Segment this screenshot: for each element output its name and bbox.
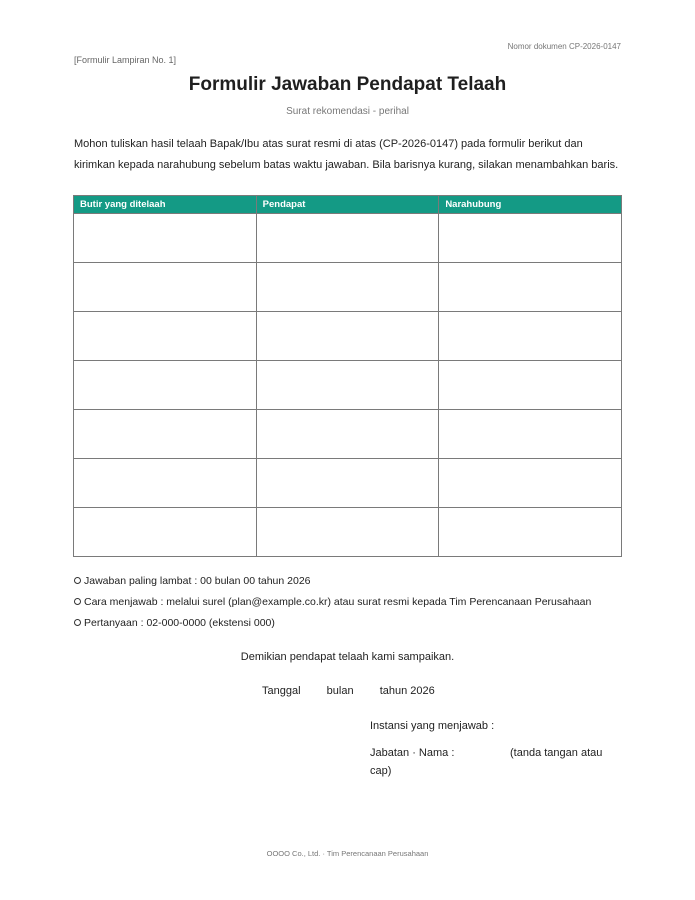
table-cell[interactable] [439,361,622,410]
date-month-label: bulan [326,685,354,697]
table-cell[interactable] [74,312,257,361]
position-name-label: Jabatan · Nama : [370,747,455,759]
column-header-contact: Narahubung [439,196,622,214]
closing-statement: Demikian pendapat telaah kami sampaikan. [240,651,455,663]
table-cell[interactable] [74,459,257,508]
table-cell[interactable] [256,459,439,508]
note-text: Cara menjawab : melalui surel (plan@example.co.kr) atau surat resmi kepada Tim Perencanaan Perusahaan [84,596,592,608]
table-cell[interactable] [74,508,257,557]
note-method [74,592,591,613]
table-cell[interactable] [256,508,439,557]
table-cell[interactable] [439,263,622,312]
note-deadline [74,571,591,592]
table-cell[interactable] [439,459,622,508]
circle-bullet-icon [74,577,81,584]
signature-note-cont: cap) [370,765,392,777]
attachment-label: [Formulir Lampiran No. 1] [74,55,177,65]
column-header-item: Butir yang ditelaah [74,196,257,214]
table-row [74,361,622,410]
table-cell[interactable] [74,361,257,410]
table-cell[interactable] [439,312,622,361]
table-header-row [74,196,622,214]
table-row [74,459,622,508]
signature-note: (tanda tangan atau [510,747,603,759]
review-table [73,195,622,557]
institution-label: Instansi yang menjawab : [370,720,495,732]
table-cell[interactable] [439,410,622,459]
page-subtitle: Surat rekomendasi - perihal [286,106,409,117]
date-year-label: tahun 2026 [379,685,435,697]
table-cell[interactable] [74,214,257,263]
table-row [74,214,622,263]
note-text: Jawaban paling lambat : 00 bulan 00 tahun 2026 [84,575,311,587]
table-cell[interactable] [256,361,439,410]
table-cell[interactable] [74,410,257,459]
circle-bullet-icon [74,598,81,605]
table-cell[interactable] [256,312,439,361]
notes-list [74,571,591,634]
document-number: Nomor dokumen CP-2026-0147 [507,42,621,51]
table-row [74,508,622,557]
page-footer: OOOO Co., Ltd. · Tim Perencanaan Perusahaan [266,849,429,858]
date-day-label: Tanggal [262,685,301,697]
intro-line-2: kirimkan kepada narahubung sebelum batas waktu jawaban. Bila barisnya kurang, silakan menambahkan baris. [74,159,619,171]
note-questions [74,613,591,634]
table-row [74,312,622,361]
table-cell[interactable] [439,214,622,263]
circle-bullet-icon [74,619,81,626]
intro-paragraph [74,134,622,176]
table-cell[interactable] [256,214,439,263]
note-text: Pertanyaan : 02-000-0000 (ekstensi 000) [84,617,275,629]
table-cell[interactable] [256,263,439,312]
table-cell[interactable] [74,263,257,312]
table-cell[interactable] [256,410,439,459]
date-line [262,685,435,697]
intro-line-1: Mohon tuliskan hasil telaah Bapak/Ibu atas surat resmi di atas (CP-2026-0147) pada formulir berikut dan [74,138,583,150]
page-title: Formulir Jawaban Pendapat Telaah [188,74,507,95]
table-row [74,263,622,312]
table-cell[interactable] [439,508,622,557]
column-header-opinion: Pendapat [256,196,439,214]
table-row [74,410,622,459]
